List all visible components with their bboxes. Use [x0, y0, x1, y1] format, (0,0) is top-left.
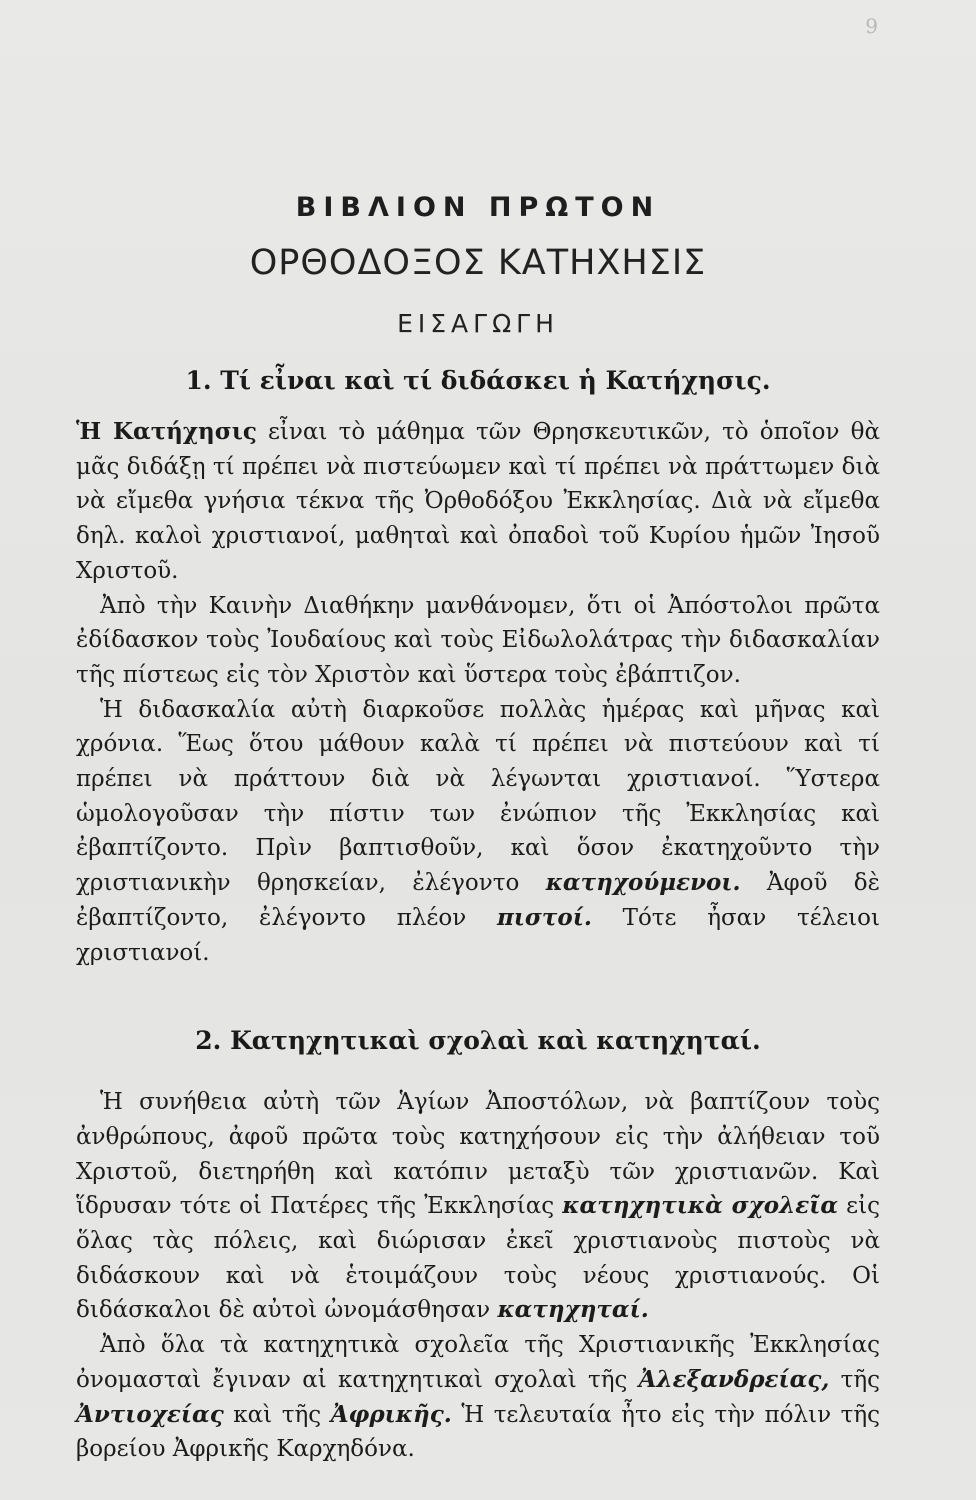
paragraph-text: Ἡ διδασκαλία αὐτὴ διαρκοῦσε πολλὰς ἡμέρας καὶ μῆνας καὶ χρόνια. Ἕως ὅτου μάθουν καλὰ τί πρέπει νὰ πιστεύουν καὶ τί πρέπει νὰ πράττουν διὰ νὰ λέγωνται χριστιανοί. Ὕστερα ὡμολογοῦσαν τὴν πίστιν των ἐνώπιον τῆς Ἐκκλησίας καὶ ἐβαπτίζοντο. Πρὶν βαπτισθοῦν, καὶ ὅσον ἐκατηχοῦντο τὴν χριστιανικὴν θρησκείαν, ἐλέγοντο [76, 696, 880, 897]
section-1-heading: 1. Τί εἶναι καὶ τί διδάσκει ἡ Κατήχησις. [185, 366, 771, 395]
section-2-heading: 2. Κατηχητικαὶ σχολαὶ καὶ κατηχηταί. [195, 1026, 761, 1056]
term-katechoumenoi: κατηχούμενοι. [545, 869, 741, 897]
term-katechetai: κατηχηταί. [497, 1296, 649, 1324]
book-title: ΒΙΒΛΙΟΝ ΠΡΩΤΟΝ [295, 192, 661, 223]
page-content [76, 180, 880, 1467]
paragraph-text: τῆς [829, 1366, 880, 1393]
paragraph-text: Ἀπὸ ὅλα τὰ κατηχητικὰ σχολεῖα τῆς Χριστιανικῆς Ἐκκλησίας ὀνομασταὶ ἔγιναν αἱ κατηχητικαὶ σχολαὶ τῆς [76, 1332, 880, 1393]
term-pistoi: πιστοί. [496, 903, 592, 931]
section-1-paragraph-3 [76, 693, 880, 971]
paragraph-text: Ἀφοῦ δὲ ἐβαπτίζοντο, ἐλέγοντο πλέον [76, 870, 881, 931]
paragraph-text: Ἡ συνήθεια αὐτὴ τῶν Ἁγίων Ἀποστόλων, νὰ βαπτίζουν τοὺς ἀνθρώπους, ἀφοῦ πρῶτα τοὺς κατηχήσουν εἰς τὴν ἀλήθειαν τοῦ Χριστοῦ, διετηρήθη καὶ κατόπιν μεταξὺ τῶν χριστιανῶν. Καὶ ἵδρυσαν τότε οἱ Πατέρες τῆς Ἐκκλησίας [76, 1089, 880, 1220]
section-1-paragraph-1 [76, 415, 880, 589]
paragraph-text: Τότε ἦσαν τέλειοι χριστιανοί. [76, 904, 880, 966]
section-1-paragraph-2: Ἀπὸ τὴν Καινὴν Διαθήκην μανθάνομεν, ὅτι οἱ Ἀπόστολοι πρῶτα ἐδίδασκον τοὺς Ἰουδαίους καὶ τοὺς Εἰδωλολάτρας τὴν διδασκαλίαν τῆς πίστεως εἰς τὸν Χριστὸν καὶ ὕστερα τοὺς ἐβάπτιζον. [76, 592, 880, 688]
page-number: 9 [865, 14, 878, 38]
term-alexandreia: Ἀλεξανδρείας, [638, 1365, 830, 1393]
term-antiocheia: Ἀντιοχείας [76, 1400, 224, 1428]
section-2-paragraph-2 [76, 1328, 880, 1467]
main-title: ΟΡΘΟΔΟΞΟΣ ΚΑΤΗΧΗΣΙΣ [249, 243, 707, 283]
paragraph-text: καὶ τῆς [223, 1401, 331, 1428]
paragraph-text: εἰς ὅλας τὰς πόλεις, καὶ διώρισαν ἐκεῖ χριστιανοὺς πιστοὺς νὰ διδάσκουν καὶ νὰ ἑτοιμάζουν τοὺς νέους χριστιανούς. Οἱ διδάσκαλοι δὲ αὐτοὶ ὠνομάσθησαν [76, 1193, 880, 1324]
paragraph-text: Ἡ τελευταία ἦτο εἰς τὴν πόλιν τῆς βορείου Ἀφρικῆς Καρχηδόνα. [76, 1401, 880, 1463]
term-afriki: Ἀφρικῆς. [330, 1400, 452, 1428]
paragraph-text: εἶναι τὸ μάθημα τῶν Θρησκευτικῶν, τὸ ὁποῖον θὰ μᾶς διδάξῃ τί πρέπει νὰ πιστεύωμεν καὶ τί πρέπει νὰ πράττωμεν διὰ νὰ εἴμεθα γνήσια τέκνα τῆς Ὀρθοδόξου Ἐκκλησίας. Διὰ νὰ εἴμεθα δηλ. καλοὶ χριστιανοί, μαθηταὶ καὶ ὀπαδοὶ τοῦ Κυρίου ἡμῶν Ἰησοῦ Χριστοῦ. [76, 419, 880, 584]
term-katechetika-scholeia: κατηχητικὰ σχολεῖα [562, 1192, 839, 1220]
term-katechesis: Ἡ Κατήχησις [76, 418, 257, 445]
section-2-paragraph-1 [76, 1085, 880, 1328]
introduction-title: ΕΙΣΑΓΩΓΗ [397, 309, 559, 338]
